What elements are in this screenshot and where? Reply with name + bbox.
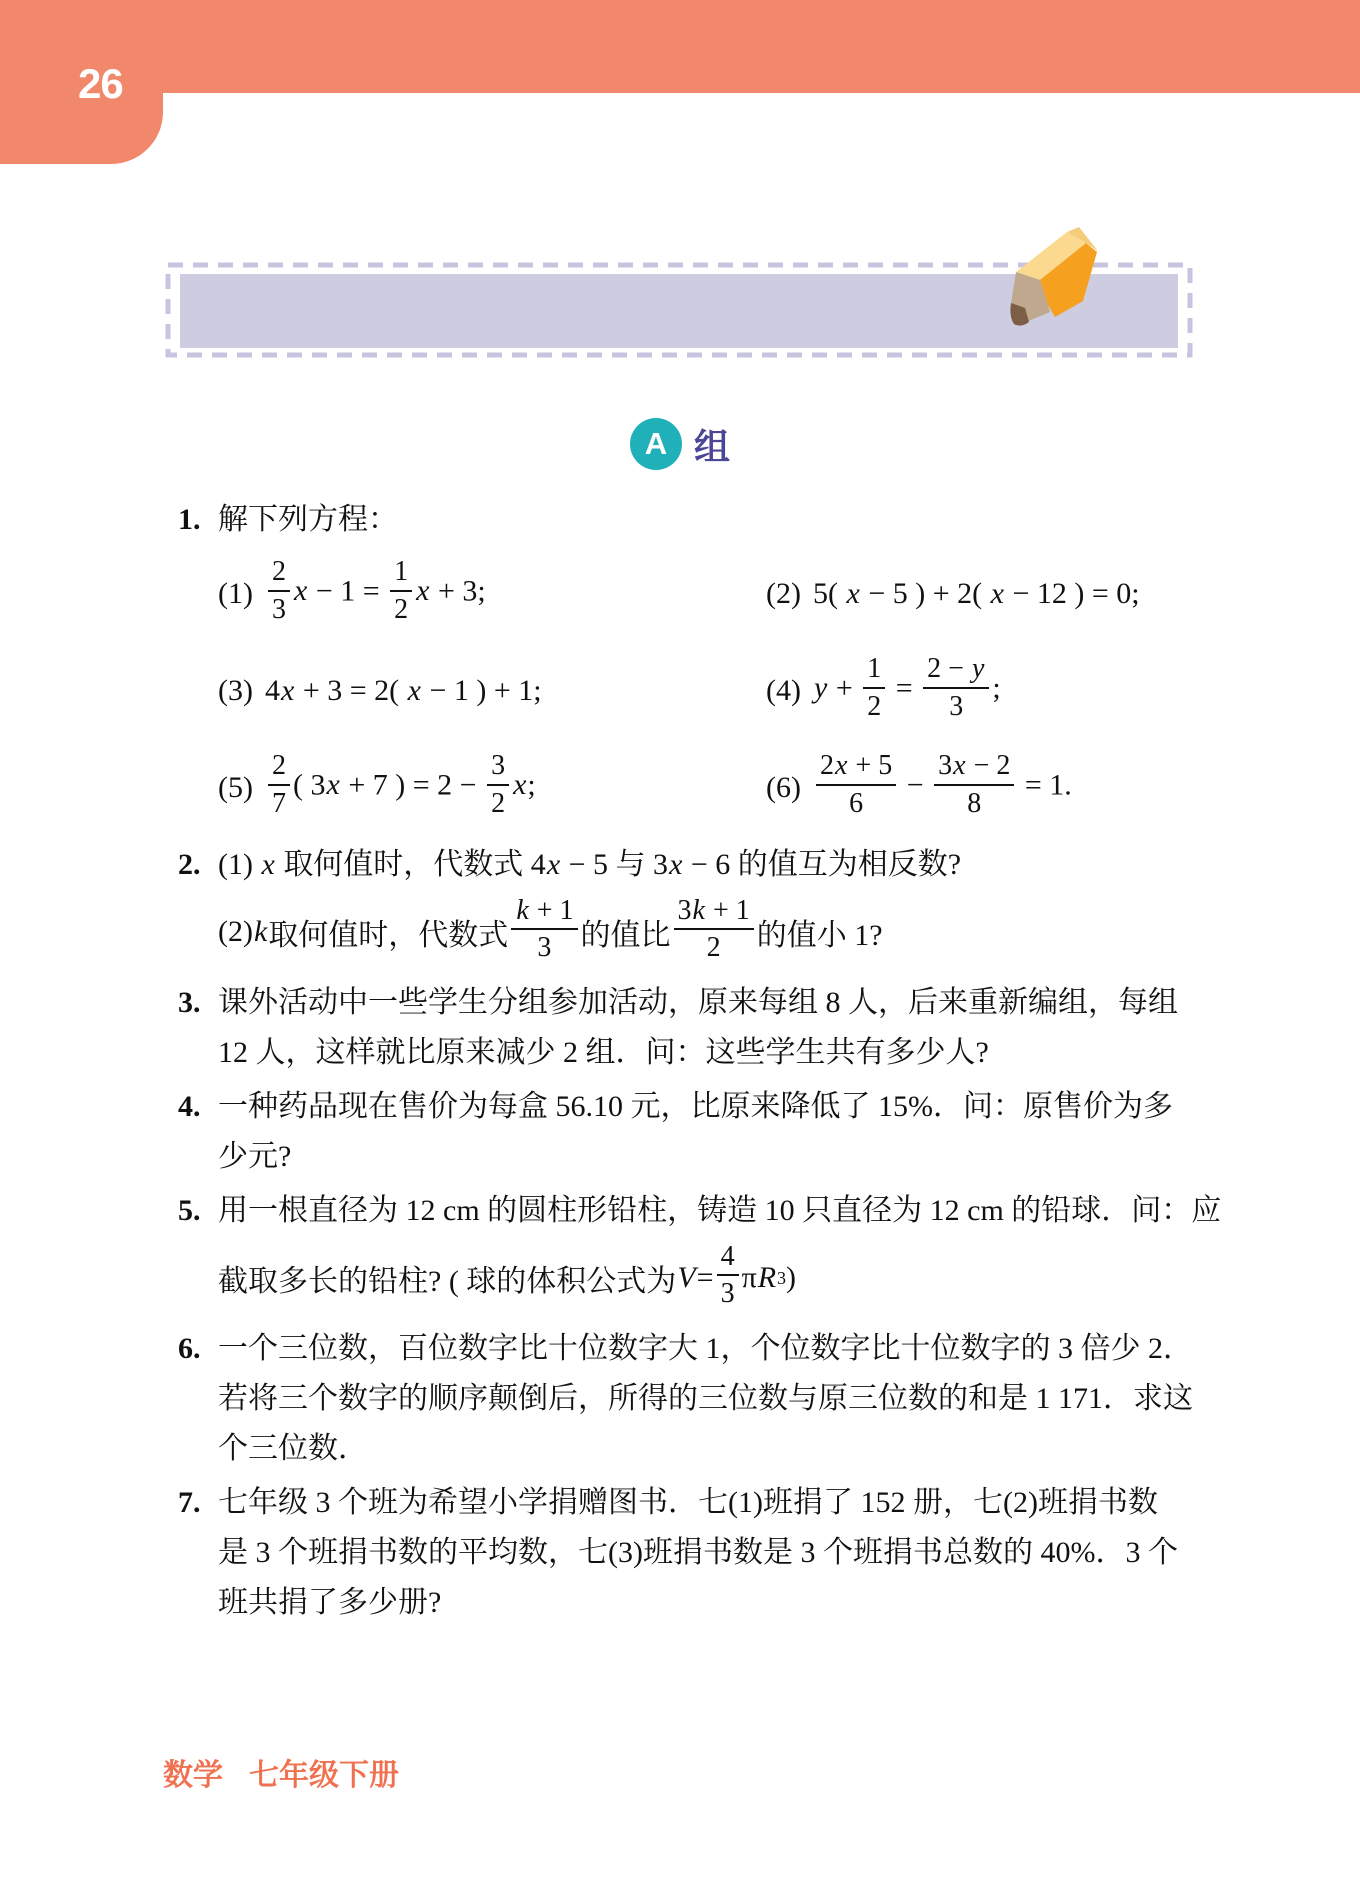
text-run: 是 3 个班捐书数的平均数，七(3)班捐书数是 3 个班捐书总数的 40%．3 个 [218,1536,1178,1569]
text-run: 一个三位数，百位数字比十位数字大 1，个位数字比十位数字的 3 倍少 2． [218,1332,1193,1365]
equation-label: (2) [766,576,801,610]
page-number: 26 [78,60,123,107]
text-run: 课外活动中一些学生分组参加活动，原来每组 8 人，后来重新编组，每组 [218,986,1178,1019]
text-run: 2 − [927,653,971,685]
math-variable: k [253,915,268,948]
text-run: + [828,671,861,705]
problem-body [218,495,1224,836]
text-run: 3 [491,750,506,782]
numerator [923,653,989,688]
section-badge-letter: A [644,426,668,461]
problem [178,978,1224,1078]
denominator [845,786,867,819]
text-run: 的值比 [580,919,671,952]
text-run: (2) [218,915,253,948]
text-run: 用一根直径为 12 cm 的圆柱形铅柱，铸造 10 只直径为 12 cm 的铅球．问：应 [218,1194,1222,1227]
pencil-icon [1005,222,1100,332]
text-run: 4 [264,673,280,707]
fraction [816,750,896,819]
text-run: 5( [812,576,846,610]
text-run: 1 [394,556,409,588]
fraction [390,556,412,625]
text-run: 取何值时，代数式 4 [275,848,546,881]
footer-subject: 数学 [163,1759,223,1792]
denominator [963,786,985,819]
equation-body [265,556,486,628]
problem-list [178,495,1224,1632]
problem-line [218,840,1224,890]
text-run: − 2 [966,750,1011,782]
text-run: 取何值时，代数式 [268,919,509,952]
text-run: 2 [271,750,286,782]
denominator [533,930,555,963]
problem [178,1082,1224,1182]
math-variable: x [407,673,421,707]
text-run: 2 [867,690,882,722]
text-run: + 5 [848,750,893,782]
text-run: 若将三个数字的顺序颠倒后，所得的三位数与原三位数的和是 1 171．求这 [218,1382,1193,1415]
math-variable: x [953,750,966,782]
problem-line [218,1324,1224,1374]
fraction [268,556,290,625]
problem-number: 7. [178,1486,201,1519]
text-run: 12 人，这样就比原来减少 2 组．问：这些学生共有多少人? [218,1036,989,1069]
text-run: 8 [967,787,982,819]
text-run: 3 [677,894,692,926]
text-run: 4 [720,1240,735,1272]
text-run: 个三位数． [218,1432,368,1465]
problem-line [218,1028,1224,1078]
numerator [816,750,896,785]
problem-body [218,1082,1224,1182]
page-number-tab [0,0,163,164]
equation-body [813,653,1001,725]
math-variable: x [293,574,308,608]
denominator [268,786,290,819]
text-run: 2 [706,932,721,963]
text-run: 的值小 1? [756,919,883,952]
math-variable: x [513,768,527,802]
text-run: 解下列方程： [218,503,398,536]
problem-number: 5. [178,1194,201,1227]
text-run: 截取多长的铅柱? ( 球的体积公式为 [218,1265,677,1298]
text-run: − 5 ) + 2( [860,576,990,610]
problem-number: 1. [178,503,201,536]
math-variable: x [280,673,295,707]
math-variable: x [990,576,1004,610]
header-band [0,0,1360,93]
problem-line [218,1528,1224,1578]
math-variable: x [546,848,561,881]
footer-volume: 七年级下册 [249,1759,399,1792]
problem-line [218,890,1224,974]
numerator [511,895,577,930]
problem-line: 截取多长的铅柱? ( 球的体积公式为 V = $\frac{4}{3}$ π R 3 ) [218,1240,797,1309]
section-badge [630,418,682,470]
text-run: − 6 的值互为相反数? [683,848,962,881]
numerator [863,653,885,688]
text-run: 少元? [218,1140,292,1173]
text-run: = 1. [1017,768,1072,802]
text-run: 2 [819,750,834,782]
text-run: + 3; [430,574,486,608]
text-run: − 1 = [308,574,388,608]
text-run: 1 [867,653,882,685]
fraction [923,653,989,722]
text-run: 一种药品现在售价为每盒 56.10 元，比原来降低了 15%．问：原售价为多 [218,1090,1173,1123]
text-run: 2 [394,593,409,625]
text-run: ; [527,768,536,802]
problem-line [218,1132,1224,1182]
numerator [268,750,290,785]
text-run: ( 3 [292,768,326,802]
text-run: 3 [271,593,286,625]
text-run: − 5 与 3 [561,848,669,881]
text-run: ) [786,1261,797,1294]
problem-body [218,978,1224,1078]
problem-number: 4. [178,1090,201,1123]
text-run: π [741,1261,757,1294]
problem [178,840,1224,974]
problem-line [218,1082,1224,1132]
text-run: − [899,768,932,802]
math-variable: x [416,574,430,608]
text-run: 6 [849,787,864,819]
problem-line [218,1186,1224,1236]
problem-body [218,1478,1224,1628]
numerator [674,895,754,930]
fraction [487,750,509,819]
equation-row [218,545,1224,642]
problem-number: 3. [178,986,201,1019]
equation [766,653,1224,725]
math-variable: x [669,848,683,881]
equation-row [218,642,1224,739]
denominator [268,592,290,625]
equation [218,556,766,628]
equation [766,750,1224,822]
text-run: + 1 [705,894,750,926]
text-run: 3 [720,1278,735,1309]
numerator [717,1241,739,1276]
fraction [268,750,290,819]
numerator [487,750,509,785]
problem-number: 2. [178,848,201,881]
equation-label: (3) [218,673,253,707]
equation-label: (1) [218,576,253,610]
math-variable: x [326,768,340,802]
problem [178,1186,1224,1320]
fraction [934,750,1014,819]
equation [218,750,766,822]
equation-body [813,577,1140,611]
text-run: 2 [491,787,506,819]
problem-line [218,1424,1224,1474]
text-run: 七年级 3 个班为希望小学捐赠图书．七(1)班捐了 152 册，七(2)班捐书数 [218,1486,1158,1519]
problem-number: 6. [178,1332,201,1365]
text-run: 3 [938,750,953,782]
math-variable: k [516,894,529,926]
equation-row [218,739,1224,836]
problem-body [218,1186,1224,1320]
numerator [934,750,1014,785]
text-run: + 7 ) = 2 − [340,768,485,802]
problem [178,1324,1224,1474]
math-variable: R [757,1261,777,1294]
math-variable: V [677,1261,696,1294]
problem-line [218,1374,1224,1424]
text-run: (1) [218,848,261,881]
text-run: 7 [271,787,286,819]
numerator [268,556,290,591]
fraction [674,895,754,964]
denominator [717,1276,739,1309]
fraction [717,1241,739,1310]
equation-body [265,674,542,708]
equation [766,577,1224,611]
math-variable: x [846,576,860,610]
problem [178,495,1224,836]
problem [178,1478,1224,1628]
equation-label: (6) [766,770,801,804]
fraction [511,895,577,964]
text-run: + 3 = 2( [295,673,407,707]
math-variable: y [813,671,828,705]
math-variable: k [692,894,705,926]
text-run: 3 [949,690,964,722]
text-run: ; [992,671,1001,705]
text-run: − 1 ) + 1; [421,673,542,707]
math-variable: x [261,848,275,881]
problem-line [218,1578,1224,1628]
text-run: − 12 ) = 0; [1004,576,1140,610]
text-run: + 1 [529,894,574,926]
text-run: 3 [537,932,552,963]
problem-body [218,840,1224,974]
math-variable: y [971,653,985,685]
problem-line [218,495,1224,545]
equation-label: (5) [218,770,253,804]
denominator [487,786,509,819]
problem-body [218,1324,1224,1474]
text-run: 2 [271,556,286,588]
problem-line [218,978,1224,1028]
problem-line [218,1478,1224,1528]
denominator [703,930,725,963]
text-run: = [888,671,921,705]
math-variable: x [834,750,848,782]
denominator [945,689,967,722]
equation-label: (4) [766,673,801,707]
text-run: = [696,1261,714,1294]
text-run: 班共捐了多少册? [218,1586,442,1619]
footer [163,1750,399,1794]
equation-body [265,750,536,822]
denominator [863,689,885,722]
equation-body [813,750,1072,822]
denominator [390,592,412,625]
section-heading [0,418,1360,470]
fraction [863,653,885,722]
numerator [390,556,412,591]
equation [218,674,766,708]
section-label: 组 [693,425,730,467]
